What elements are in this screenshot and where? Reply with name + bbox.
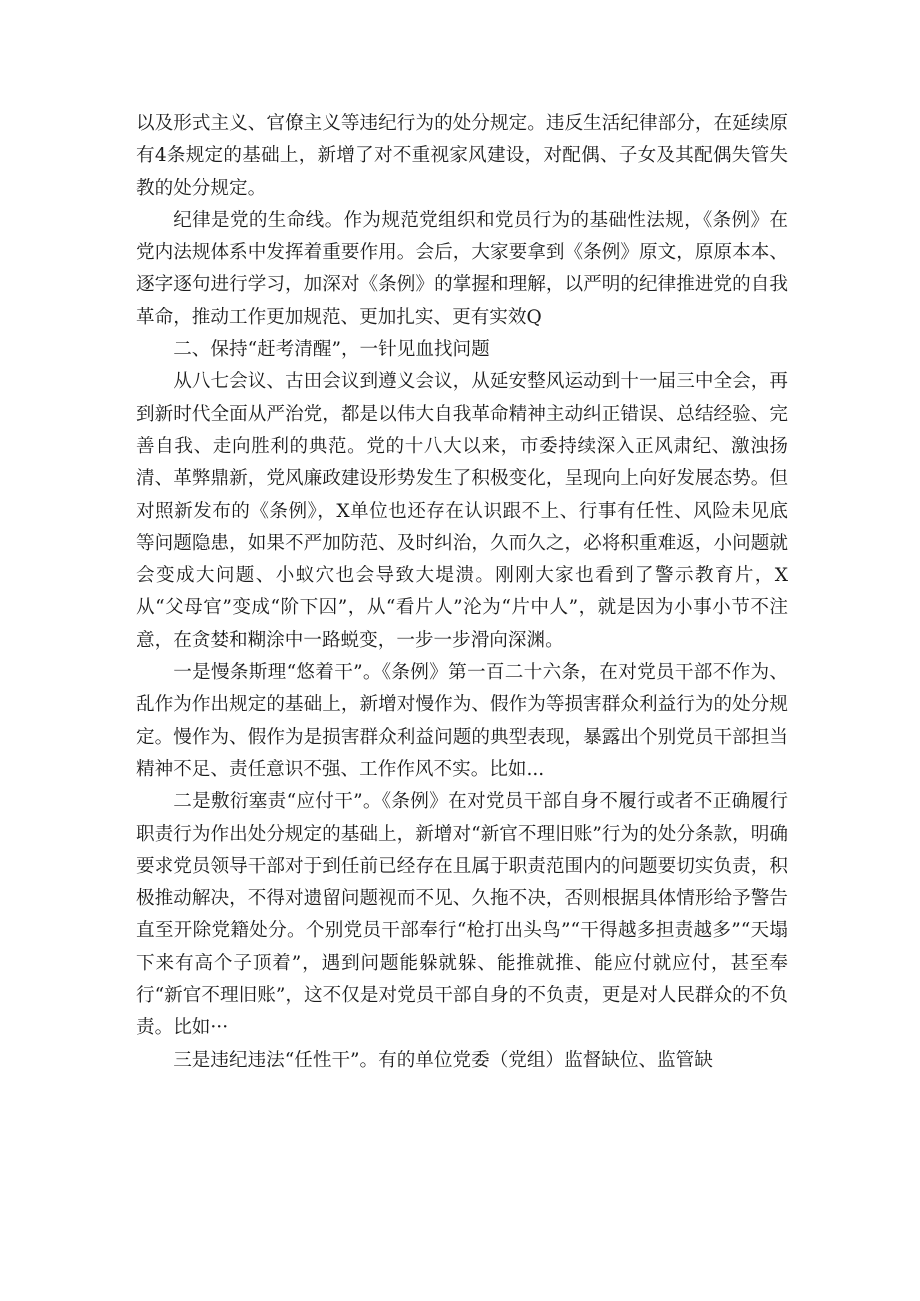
paragraph-point-3: 三是违纪违法“任性干”。有的单位党委（党组）监督缺位、监管缺 — [173, 1049, 713, 1071]
paragraph-continuation: 以及形式主义、官僚主义等违纪行为的处分规定。违反生活纪律部分，在延续原有4条规定的基础上，新增了对不重视家风建设，对配偶、子女及其配偶失管失教的处分规定。 — [136, 113, 788, 199]
paragraph-point-2: 二是敷衍塞责“应付干”。《条例》在对党员干部自身不履行或者不正确履行职责行为作出处分规定的基础上，新增对“新官不理旧账”行为的处分条款，明确要求党员领导干部对于到任前已经存在且属于职责范围内的问题要切实负责，积极推动解决，不得对遗留问题视而不见、久拖不决，否则根据具体情形给予警告直至开除党籍处分。个别党员干部奉行“枪打出头鸟”“干得越多担责越多”“天塌下来有高个子顶着”，遇到问题能躲就躲、能推就推、能应付就应付，甚至奉行“新官不理旧账”，这不仅是对党员干部自身的不负责，更是对人民群众的不负责。比如··· — [136, 791, 788, 1039]
paragraph-history: 从八七会议、古田会议到遵义会议，从延安整风运动到十一届三中全会，再到新时代全面从严治党，都是以伟大自我革命精神主动纠正错误、总结经验、完善自我、走向胜利的典范。党的十八大以来，市委持续深入正风肃纪、激浊扬清、革弊鼎新，党风廉政建设形势发生了积极变化，呈现向上向好发展态势。但对照新发布的《条例》，X单位也还存在认识跟不上、行事有任性、风险未见底等问题隐患，如果不严加防范、及时纠治，久而久之，必将积重难返，小问题就会变成大问题、小蚁穴也会导致大堤溃。刚刚大家也看到了警示教育片，X从“父母官”变成“阶下囚”，从“看片人”沦为“片中人”，就是因为小事小节不注意，在贪婪和糊涂中一路蜕变，一步一步滑向深渊。 — [136, 371, 788, 651]
document-body — [136, 108, 788, 1077]
paragraph-discipline-lifeline: 纪律是党的生命线。作为规范党组织和党员行为的基础性法规，《条例》在党内法规体系中发挥着重要作用。会后，大家要拿到《条例》原文，原原本本、逐字逐句进行学习，加深对《条例》的掌握和理解，以严明的纪律推进党的自我革命，推动工作更加规范、更加扎实、更有实效Q — [136, 209, 788, 328]
paragraph-point-1: 一是慢条斯理“悠着干”。《条例》第一百二十六条，在对党员干部不作为、乱作为作出规定的基础上，新增对慢作为、假作为等损害群众利益行为的处分规定。慢作为、假作为是损害群众利益问题的典型表现，暴露出个别党员干部担当精神不足、责任意识不强、工作作风不实。比如... — [136, 662, 788, 780]
section-heading-2: 二、保持“赶考清醒”，一针见血找问题 — [173, 339, 490, 361]
